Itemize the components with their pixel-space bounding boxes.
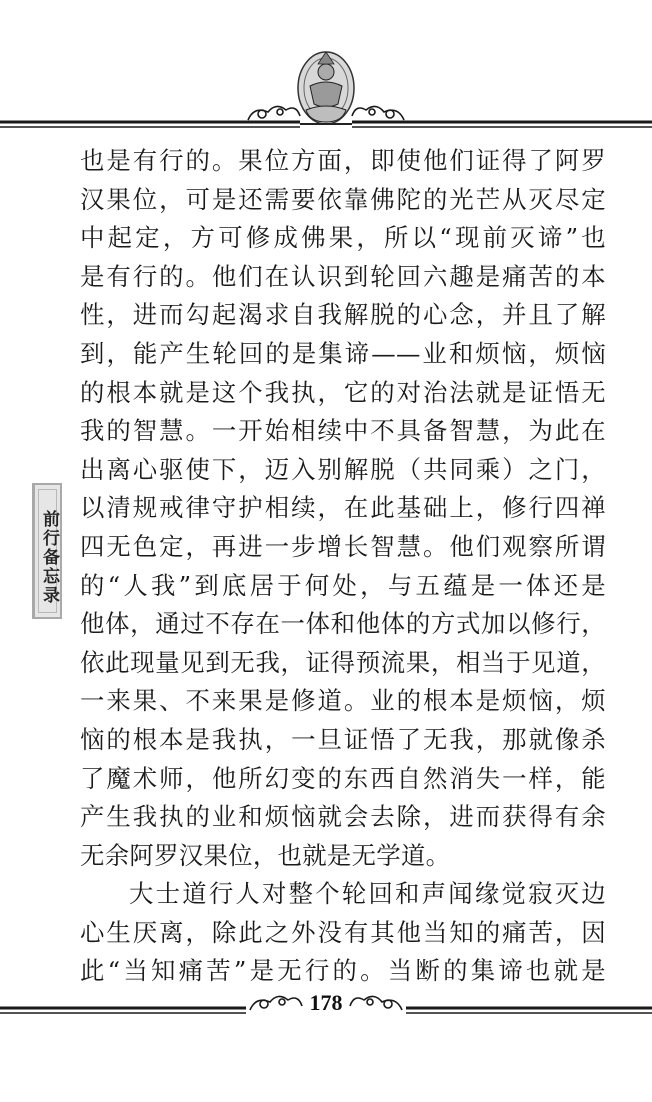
text-line: 是有行的。他们在认识到轮回六趣是痛苦的本 (80, 261, 606, 291)
text-line: 此“当知痛苦”是无行的。当断的集谛也就是 (80, 956, 606, 986)
text-line: 我的智慧。一开始相续中不具备智慧，为此在 (80, 416, 606, 446)
paragraph-1 (80, 142, 606, 875)
text-line: 了魔术师，他所幻变的东西自然消失一样，能 (80, 763, 606, 793)
text-line: 中起定，方可修成佛果，所以“现前灭谛”也 (80, 223, 606, 253)
text-line: 汉果位，可是还需要依靠佛陀的光芒从灭尽定 (80, 184, 606, 214)
paragraph-2 (80, 875, 606, 991)
text-line: 也是有行的。果位方面，即使他们证得了阿罗 (80, 146, 606, 175)
text-line: 恼的根本是我执，一旦证悟了无我，那就像杀 (80, 724, 606, 754)
text-line: 依此现量见到无我，证得预流果，相当于见道， (80, 647, 606, 677)
cloud-scroll-icon (352, 106, 404, 120)
text-line: 到，能产生轮回的是集谛——业和烦恼，烦恼 (80, 338, 606, 368)
text-line: 的根本就是这个我执，它的对治法就是证悟无 (80, 377, 606, 407)
text-line: 出离心驱使下，迈入别解脱（共同乘）之门， (80, 454, 606, 484)
header-ornament (0, 0, 652, 140)
text-line: 他体，通过不存在一体和他体的方式加以修行， (80, 609, 606, 639)
text-line: 四无色定，再进一步增长智慧。他们观察所谓 (80, 531, 606, 561)
side-tab-label: 前行备忘录 (39, 509, 59, 605)
text-line: 无余阿罗汉果位，也就是无学道。 (80, 840, 451, 870)
text-line: 以清规戒律守护相续，在此基础上，修行四禅 (80, 493, 606, 523)
body-text (80, 142, 606, 991)
page-number: 178 (309, 990, 343, 1015)
text-line: 大士道行人对整个轮回和声闻缘觉寂灭边 (129, 879, 606, 909)
cloud-scroll-icon (248, 106, 300, 120)
side-tab (32, 483, 62, 619)
text-line: 的“人我”到底居于何处，与五蕴是一体还是 (80, 570, 606, 600)
text-line: 心生厌离，除此之外没有其他当知的痛苦，因 (80, 917, 606, 947)
text-line: 产生我执的业和烦恼就会去除，进而获得有余 (80, 802, 606, 832)
text-line: 性，进而勾起渴求自我解脱的心念，并且了解 (80, 300, 606, 330)
text-line: 一来果、不来果是修道。业的根本是烦恼，烦 (80, 686, 606, 716)
deity-thangka-icon (298, 52, 354, 124)
